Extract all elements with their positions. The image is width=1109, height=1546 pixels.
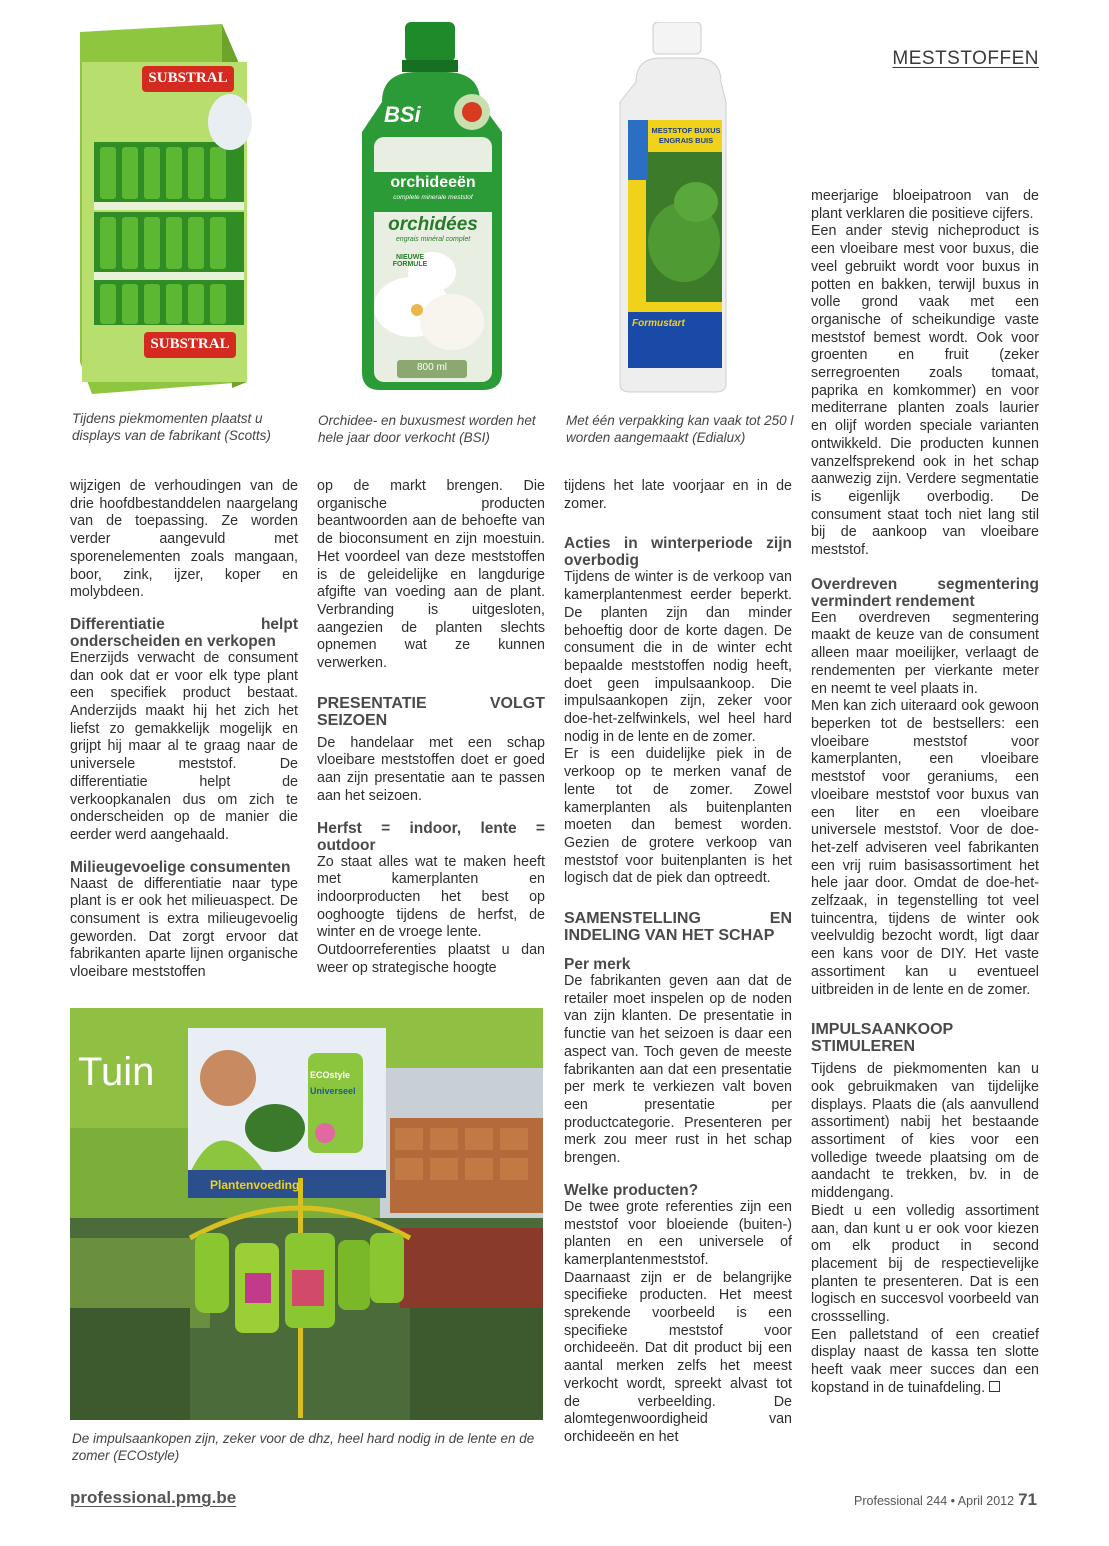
- bottle-badge: NIEUWE FORMULE: [392, 254, 428, 268]
- shop-product-name: Universeel: [310, 1086, 356, 1096]
- bottle-line1-sub: complete minerale meststof: [393, 194, 473, 201]
- orchid-bottle-photo: [322, 22, 540, 392]
- col3-paragraph: De fabrikanten geven aan dat de retailer moet inspelen op de noden van zijn klanten. De presentatie in functie van het seizoen is daar een aspect van. Toch geven de meeste fabrikanten aan dat een presentatie per merk te verkiezen valt boven een presentatie per productcategorie. Presenteren per merk zou meer rust in het schap brengen.: [564, 973, 792, 1167]
- col3-section-heading: SAMENSTELLING EN INDELING VAN HET SCHAP: [564, 910, 792, 945]
- col3-heading: Welke producten?: [564, 1181, 699, 1199]
- end-of-article-icon: [989, 1381, 1000, 1392]
- display-brand-top: SUBSTRAL: [148, 70, 228, 86]
- col3-paragraph: De twee grote referenties zijn een meststof voor bloeiende (buiten-) planten en een universele of kamerplantenmeststof.: [564, 1198, 792, 1268]
- col2-paragraph: De handelaar met een schap vloeibare meststoffen doet er goed aan zijn presentatie aan te passen aan het seizoen.: [317, 734, 545, 804]
- buxus-can-photo: [616, 22, 741, 394]
- col4-heading: Overdreven segmentering vermindert rendement: [811, 575, 1039, 610]
- can-caption: Met één verpakking kan vaak tot 250 l worden aangemaakt (Edialux): [566, 413, 794, 445]
- col4-paragraph: [811, 1327, 1039, 1398]
- display-brand-bottom: SUBSTRAL: [150, 336, 230, 352]
- col3-heading: Per merk: [564, 956, 631, 974]
- can-brand: Formustart: [632, 318, 685, 329]
- shop-banner: Plantenvoeding: [210, 1178, 300, 1192]
- col3-paragraph: tijdens het late voorjaar en in de zomer.: [564, 478, 792, 512]
- shop-caption: De impulsaankopen zijn, zeker voor de dhz, heel hard nodig in de lente en de zomer (ECOstyle): [72, 1431, 535, 1463]
- footer-issue: Professional 244 • April 2012: [854, 1494, 1015, 1508]
- col1-paragraph: Naast de differentiatie naar type plant is er ook het milieuaspect. De consument is extra milieugevoelig geworden. Dat zorgt ervoor dat fabrikanten aparte lijnen organische vloeibare meststoffen: [70, 875, 298, 981]
- col4-paragraph: meerjarige bloeipatroon van de plant verklaren die positieve cijfers.: [811, 188, 1039, 222]
- bottle-volume: 800 ml: [416, 362, 447, 373]
- bottle-line1: orchideeën: [390, 174, 476, 191]
- shop-sign: Tuin: [78, 1050, 155, 1094]
- garden-shop-photo: [70, 1008, 543, 1420]
- col4-paragraph: Een ander stevig nicheproduct is een vloeibare mest voor buxus, die veel gebruikt wordt voor buxus in potten en bakken, terwijl buxus in volle grond vaak met een organische of scheikundige vaste meststof bemest wordt. Ook voor groenten en fruit (zeker serregroenten zoals tomaat, paprika en komkommer) en voor mediterrane planten zoals laurier en olijf worden speciale varianten ontwikkeld. Die producten kunnen vanzelfsprekend ook in het schap aanwezig zijn. Verdere segmentatie is eigenlijk overbodig. De consument staat toch niet lang stil bij de aankoop van vloeibare meststof.: [811, 223, 1039, 559]
- col2-paragraph: op de markt brengen. Die organische producten beantwoorden aan de behoefte van de bioconsument en zijn moestuin. Het voordeel van deze meststoffen is de geleidelijke en langdurige afgifte van voeding aan de plant. Verbranding is uitgesloten, aangezien de planten slechts opnemen wat ze kunnen verwerken.: [317, 478, 545, 672]
- col1-paragraph: Enerzijds verwacht de consument dan ook dat er voor elk type plant een specifiek product bestaat. Anderzijds maakt hij het zich het liefst zo gemakkelijk mogelijk en grijpt hij maar al te graag naar de universele meststof. De differentiatie helpt de verkoopkanalen dus om zich te onderscheiden op de manier die eerder werd aangehaald.: [70, 649, 298, 843]
- col4-paragraph: Een overdreven segmentering maakt de keuze van de consument alleen maar moeilijker, verlaagt de rendementen per vierkante meter en neemt te veel plaats in.: [811, 609, 1039, 697]
- col4-final-text: Een palletstand of een creatief display naast de kassa ten slotte heeft vaak meer succes dan een kopstand in de tuinafdeling.: [811, 1326, 1039, 1396]
- page-number: 71: [1018, 1490, 1037, 1509]
- col2-section-heading: PRESENTATIE VOLGT SEIZOEN: [317, 694, 545, 729]
- text-column-3: [564, 478, 792, 1447]
- display-caption: Tijdens piekmomenten plaatst u displays van de fabrikant (Scotts): [72, 411, 271, 443]
- col1-paragraph: wijzigen de verhoudingen van de drie hoofdbestanddelen naargelang van de toepassing. Ze worden verder aangevuld met sporenelementen zoals mangaan, boor, zink, ijzer, koper en molybdeen.: [70, 478, 298, 601]
- text-column-1: [70, 478, 298, 982]
- text-column-4: [811, 188, 1039, 1398]
- shop-product-brand: ECOstyle: [310, 1070, 351, 1080]
- col1-heading: Milieugevoelige consumenten: [70, 858, 291, 876]
- col1-heading: Differentiatie helpt onderscheiden en verkopen: [70, 615, 298, 650]
- bottle-caption: Orchidee- en buxusmest worden het hele jaar door verkocht (BSI): [318, 413, 536, 445]
- text-column-2: [317, 478, 545, 977]
- can-label2: ENGRAIS BUIS: [658, 136, 714, 145]
- footer-website-link[interactable]: professional.pmg.be: [70, 1488, 237, 1507]
- col4-section-heading: IMPULSAANKOOP STIMULEREN: [811, 1021, 954, 1056]
- footer-issue-info: [854, 1490, 1037, 1510]
- section-label: MESTSTOFFEN: [892, 48, 1039, 69]
- col4-paragraph: Tijdens de piekmomenten kan u ook gebruikmaken van tijdelijke displays. Plaats die (als aanvullend assortiment) nabij het bestaande assortiment of kies voor een volledige tweede plaatsing om de aandacht te trekken, bv. in de middengang.: [811, 1061, 1039, 1202]
- can-label1: MESTSTOF BUXUS: [651, 126, 721, 135]
- col2-paragraph: Zo staat alles wat te maken heeft met kamerplanten en indoorproducten het best op ooghoogte tijdens de herfst, de winter en de vroege lente.: [317, 853, 545, 941]
- col3-heading: Acties in winterperiode zijn overbodig: [564, 535, 792, 570]
- col4-paragraph: Biedt u een volledig assortiment aan, dan kunt u er ook voor kiezen om elk product in second placement bij de respectievelijke planten te presenteren. Dat is een logisch en succesvol voorbeeld van crossselling.: [811, 1202, 1039, 1326]
- bottle-line2-sub: engrais minéral complet: [395, 236, 471, 243]
- col2-paragraph: Outdoorreferenties plaatst u dan weer op strategische hoogte: [317, 942, 545, 976]
- col4-paragraph: Men kan zich uiteraard ook gewoon beperken tot de bestsellers: een vloeibare meststof voor kamerplanten, een vloeibare meststof voor geraniums, een vloeibare meststof voor buxus van een liter en een vloeibare universele meststof. Voor de doe-het-zelf adviseren veel fabrikanten een vrij ruim basisassortiment het hele jaar door. Omdat de doe-het-zelfzaak, in tegenstelling tot veel tuincentra, tijdens de winter ook veelvuldig bezocht wordt, ligt daar een kans voor de DIY. Het vaste assortiment kan u eventueel uitbreiden in de lente en de zomer.: [811, 698, 1039, 998]
- display-stand-photo: [72, 22, 252, 397]
- col2-heading: Herfst = indoor, lente = outdoor: [317, 819, 545, 854]
- col3-paragraph: Daarnaast zijn er de belangrijke specifieke producten. Het meest sprekende voorbeeld is een specifieke meststof voor orchideeën. Dat dit product bij een aantal merken zelfs het meest verkocht wordt, spreekt alvast tot de verbeelding. De alomtegenwoordigheid van orchideeën en het: [564, 1269, 792, 1445]
- bottle-line2: orchidées: [388, 214, 478, 235]
- col3-paragraph: Tijdens de winter is de verkoop van kamerplantenmest eerder beperkt. De planten zijn dan minder behoeftig door de korte dagen. De consument die in de winter echt bepaalde meststoffen nodig heeft, doet geen impulsaankoop. Die impulsaankopen zijn, zeker voor doe-het-zelfwinkels, wel heel hard nodig in de lente en de zomer.: [564, 569, 792, 745]
- bottle-brand: BSi: [384, 102, 421, 127]
- col3-paragraph: Er is een duidelijke piek in de verkoop op te merken vanaf de lente tot de zomer. Zowel kamerplanten als buitenplanten moeten dan bemest worden. Gezien de grotere verkoop van meststof voor buitenplanten is het logisch dat de piek dan optreedt.: [564, 746, 792, 887]
